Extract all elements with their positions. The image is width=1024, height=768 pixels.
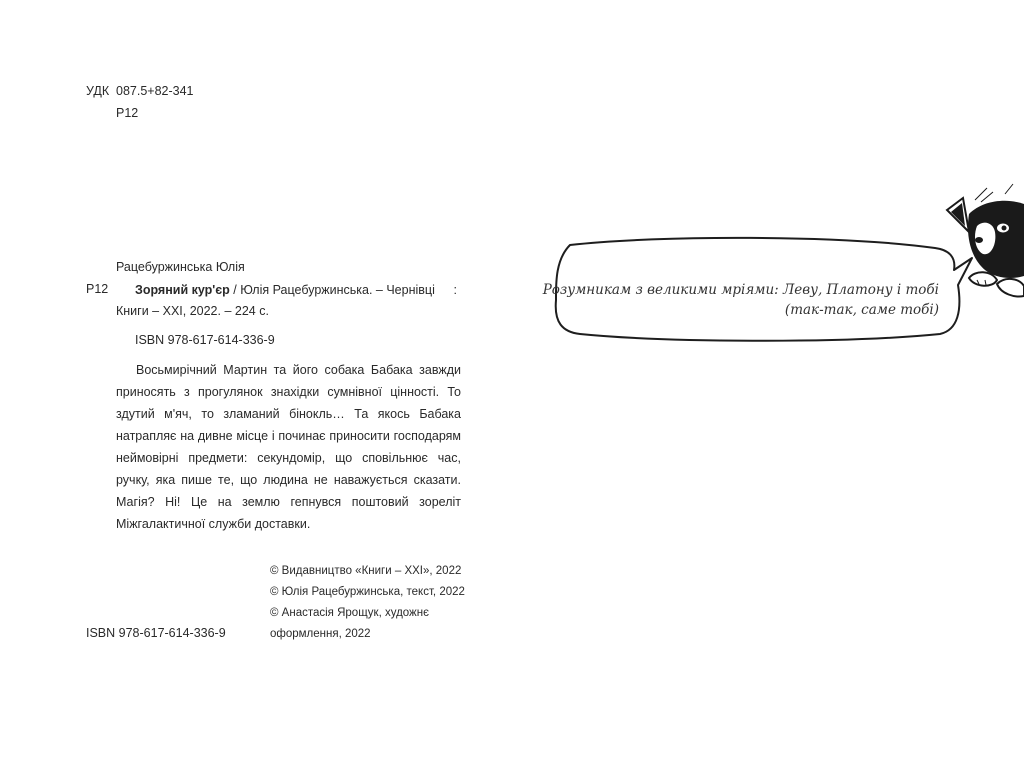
- book-title: Зоряний кур'єр: [135, 283, 230, 297]
- udk-label: УДК: [86, 84, 110, 98]
- copyright-publisher: © Видавництво «Книги – ХХІ», 2022: [270, 565, 462, 577]
- title-line: [135, 283, 457, 297]
- copyright-illustration-cont: оформлення, 2022: [270, 628, 371, 640]
- copyright-text: © Юлія Рацебуржинська, текст, 2022: [270, 586, 465, 598]
- udk-code: 087.5+82-341: [116, 84, 194, 98]
- bbk-code: Р12: [116, 106, 139, 120]
- copyright-illustration: © Анастасія Ярощук, художнє: [270, 607, 429, 619]
- publication-details: Книги – ХХІ, 2022. – 224 с.: [116, 304, 269, 318]
- dog-peeking-illustration: [935, 180, 1024, 320]
- dedication-line-2: (так-так, саме тобі): [784, 302, 939, 318]
- title-statement: / Юлія Рацебуржинська. – Чернівці: [233, 283, 435, 297]
- side-code: Р12: [86, 282, 109, 296]
- dedication-line-1: Розумникам з великими мріями: Леву, Платону і тобі: [542, 282, 939, 298]
- book-annotation: Восьмирічний Мартин та його собака Бабака завжди приносять з прогулянок знахідки сумнівної цінності. То здутий м'яч, то зламаний бінокль… Та якось Бабака натрапляє на дивне місце і починає приносити господарям неймовірні предмети: секундомір, що сповільнює час, ручку, яка пише те, що людина не наважується сказати. Магія? Ні! Це на землю гепнувся поштовий зореліт Міжгалактичної служби доставки.: [116, 363, 461, 531]
- author-heading: Рацебуржинська Юлія: [116, 260, 245, 274]
- isbn-bottom: ISBN 978-617-614-336-9: [86, 626, 226, 640]
- title-colon: :: [453, 283, 457, 297]
- isbn-line: ISBN 978-617-614-336-9: [135, 333, 275, 347]
